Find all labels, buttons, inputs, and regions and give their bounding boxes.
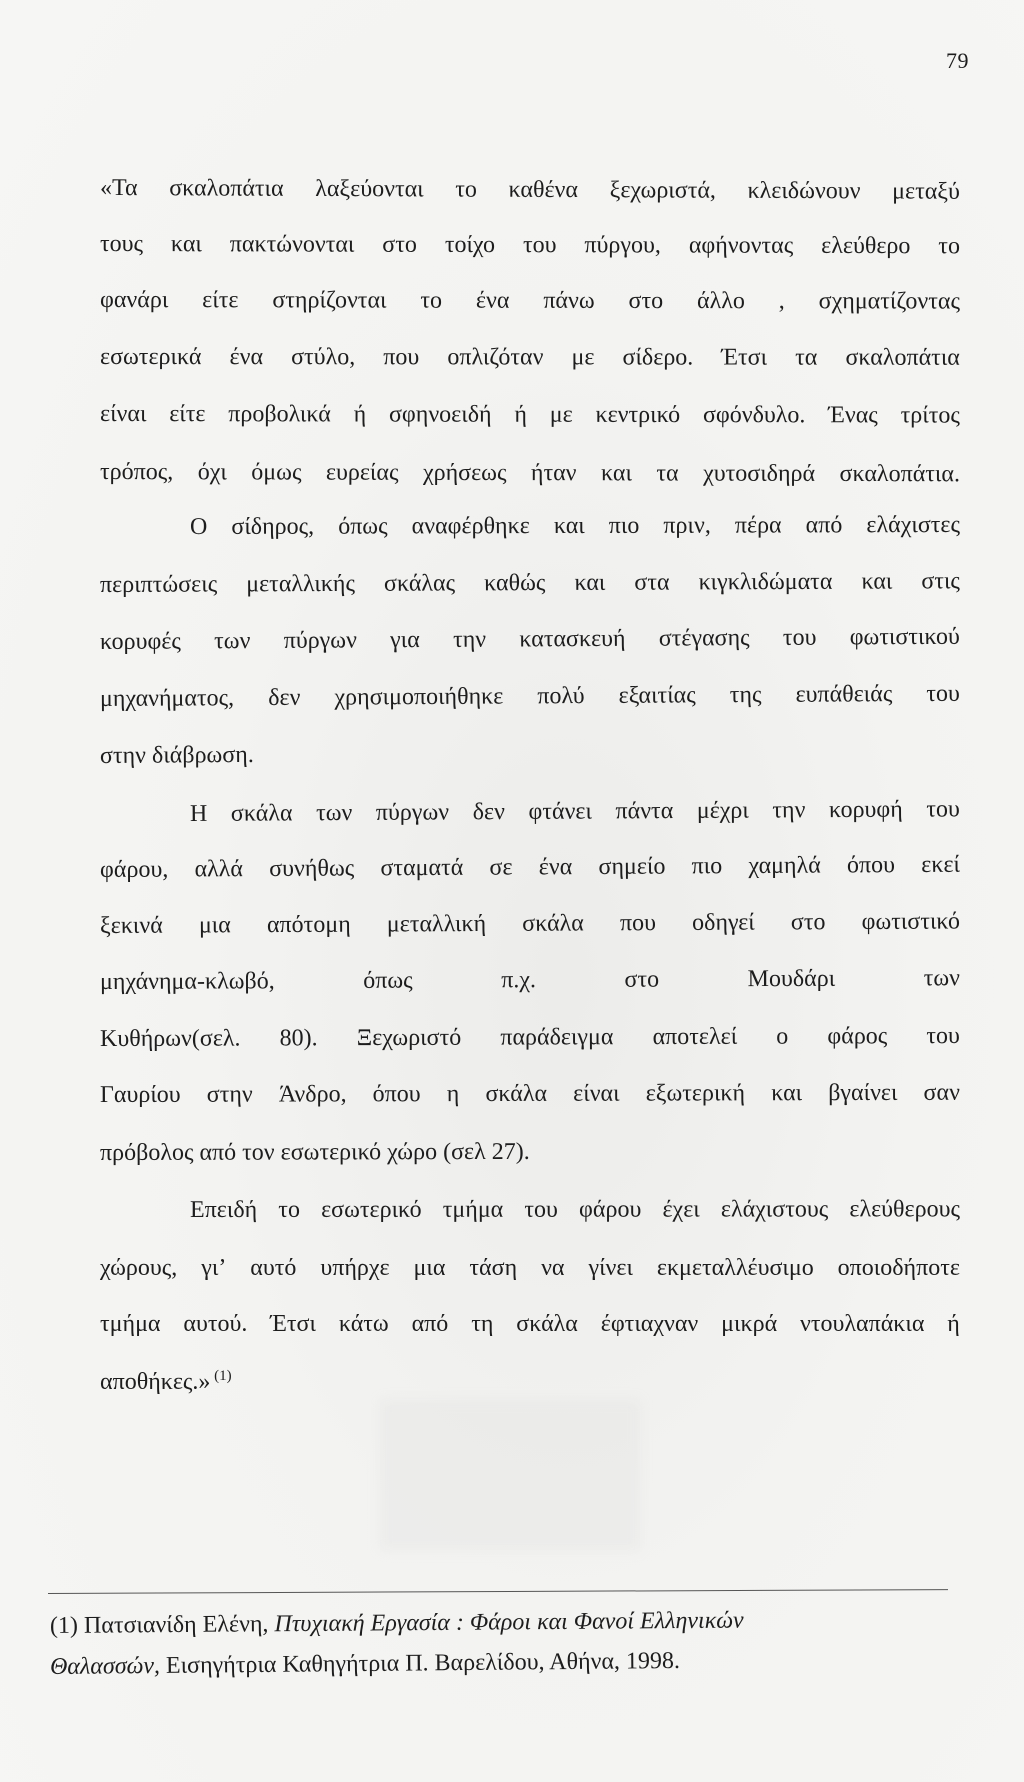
word: περιπτώσεις	[99, 571, 218, 598]
text-line	[100, 569, 960, 597]
word: Ο	[189, 513, 208, 540]
word: πακτώνονται	[229, 231, 355, 258]
word: μηχανήματος,	[99, 685, 235, 712]
word: φτάνει	[528, 798, 593, 825]
word: εκεί	[921, 851, 961, 878]
word: Επειδή	[189, 1196, 258, 1223]
word: ένα	[229, 344, 264, 371]
word: βγαίνει	[828, 1079, 898, 1107]
word: σίδηρος,	[231, 513, 315, 540]
word: αποτελεί	[652, 1023, 738, 1051]
word: τα	[795, 344, 818, 371]
word: σίδερο.	[622, 344, 694, 371]
show-through-shadow	[380, 1400, 640, 1550]
word: ή	[514, 401, 527, 428]
word: ξεκινά	[99, 912, 163, 939]
word: ή	[947, 1311, 960, 1337]
word: κλειδώνουν	[747, 177, 861, 205]
word: που	[619, 910, 657, 937]
word: το	[278, 1196, 300, 1223]
word: σκαλοπάτια	[169, 175, 284, 202]
word: οδηγεί	[692, 909, 755, 936]
word: γι’	[201, 1255, 227, 1281]
word: όμως	[251, 459, 302, 486]
word: από	[805, 512, 843, 539]
text-line	[100, 1024, 960, 1051]
word: σκάλας	[383, 570, 456, 597]
word: μέχρι	[696, 797, 749, 824]
word: το	[455, 176, 477, 203]
word: την	[452, 626, 487, 653]
word: χρήσεως	[422, 459, 507, 487]
word: πιο	[608, 512, 640, 539]
word: κατασκευή	[519, 625, 626, 653]
word: φανάρι	[99, 287, 169, 314]
word: εσωτερικά	[99, 344, 202, 371]
text-line	[100, 682, 960, 711]
word: οποιοδήποτε	[837, 1255, 960, 1281]
word: ελάχιστες	[866, 511, 961, 539]
word: καθένα	[508, 176, 579, 204]
word: είτε	[169, 401, 206, 428]
word: π.χ.	[501, 967, 537, 994]
word: τμήμα	[442, 1196, 504, 1223]
word: και	[771, 1080, 803, 1107]
word: σαν	[923, 1079, 960, 1106]
word: Έτσι	[721, 344, 768, 371]
word: ελάχιστους	[720, 1196, 829, 1223]
text-line	[100, 232, 960, 258]
word: κιγκλιδώματα	[698, 568, 833, 596]
word: Ξεχωριστό	[356, 1024, 462, 1052]
text-line	[100, 966, 960, 994]
word: και	[861, 568, 893, 595]
word: των	[923, 965, 961, 992]
word: και	[574, 569, 606, 596]
word: ντουλαπάκια	[800, 1311, 925, 1337]
word: χαμηλά	[748, 852, 821, 880]
word: στηρίζονται	[272, 287, 387, 314]
word: τμήμα	[100, 1311, 161, 1337]
word: κεντρικό	[595, 401, 681, 429]
word: Κυθήρων(σελ.	[99, 1025, 241, 1052]
word: Έτσι	[270, 1311, 316, 1337]
word: μηχάνημα-κλωβό,	[99, 968, 275, 995]
word: ελεύθερο	[821, 232, 911, 260]
word: που	[383, 344, 420, 371]
word: με	[549, 401, 573, 428]
word: σταματά	[380, 854, 464, 882]
word: άλλο	[697, 288, 745, 315]
word: σκάλα	[522, 910, 584, 937]
word: του	[782, 624, 817, 651]
word: κάτω	[338, 1311, 389, 1337]
word: λαξεύονται	[315, 175, 424, 203]
word: ελεύθερους	[849, 1196, 960, 1223]
word: πύργων	[283, 627, 357, 654]
word: Ένας	[828, 402, 878, 429]
word: σκαλοπάτια	[845, 344, 960, 371]
footnote-line-2	[50, 1649, 680, 1679]
word: μια	[413, 1255, 446, 1281]
word: στέγασης	[658, 625, 750, 652]
word: Γαυρίου	[99, 1081, 181, 1108]
text-line	[190, 1197, 960, 1222]
word: γίνει	[588, 1255, 633, 1281]
word: μεταλλική	[386, 910, 487, 938]
word: χώρους,	[100, 1255, 178, 1281]
word: όπου	[846, 852, 896, 879]
word: του	[926, 796, 960, 823]
word: ήταν	[530, 460, 577, 487]
word: πιο	[691, 853, 723, 880]
word: για	[390, 627, 420, 654]
text-line	[100, 909, 960, 938]
word: είτε	[202, 287, 239, 314]
word: ευπάθειάς	[795, 681, 893, 708]
word: αυτού.	[183, 1311, 248, 1337]
word: χυτοσιδηρά	[703, 460, 816, 487]
word: τάση	[469, 1255, 518, 1281]
word: υπήρχε	[320, 1255, 390, 1281]
word: να	[541, 1255, 565, 1281]
word: Άνδρο,	[278, 1081, 347, 1108]
word: είναι	[573, 1080, 620, 1107]
word: πάντα	[615, 798, 674, 825]
word: πύργου,	[584, 232, 661, 259]
word: εξαιτίας	[618, 682, 696, 709]
word: του	[926, 680, 960, 707]
word: συνήθως	[269, 855, 355, 882]
word: αλλά	[194, 856, 244, 883]
word: παράδειγμα	[500, 1024, 614, 1051]
text-line	[100, 1312, 960, 1336]
word: αναφέρθηκε	[411, 513, 530, 540]
word: οπλιζόταν	[447, 344, 544, 371]
word: τα	[656, 460, 679, 487]
word: στο	[382, 231, 417, 258]
word: ,	[778, 288, 785, 315]
word: με	[571, 344, 595, 371]
word: δεν	[472, 799, 505, 826]
word: εκμεταλλέυσιμο	[656, 1255, 814, 1281]
word: στύλο,	[291, 344, 356, 371]
word: πύργων	[375, 799, 450, 826]
word: μικρά	[721, 1311, 778, 1337]
word: «Τα	[99, 175, 138, 202]
text-line	[100, 345, 960, 370]
word: και	[600, 460, 632, 487]
word: ή	[353, 401, 367, 428]
word: αφήνοντας	[688, 232, 794, 259]
word: ευρείας	[325, 459, 399, 486]
text-line	[100, 176, 960, 204]
word: της	[729, 681, 762, 709]
word: το	[420, 287, 443, 314]
word: σφηνοειδή	[388, 401, 492, 428]
word: πάνω	[543, 287, 595, 314]
text-line	[100, 402, 960, 428]
word: του	[524, 1196, 558, 1223]
word: προβολικά	[228, 401, 331, 428]
word: και	[553, 512, 585, 540]
word: στην	[206, 1081, 253, 1108]
text-line	[190, 513, 960, 539]
text-line	[100, 625, 960, 654]
text-line	[100, 1081, 960, 1107]
text-line	[190, 797, 960, 826]
word: στο	[628, 287, 664, 314]
word: πέρα	[734, 512, 782, 539]
word: στο	[790, 909, 826, 936]
word: σκάλα	[516, 1311, 578, 1337]
word: Η	[189, 800, 208, 827]
word: εξωτερική	[645, 1080, 746, 1107]
word: σκάλα	[230, 800, 293, 827]
word: τρίτος	[900, 402, 960, 429]
word: φάρου	[579, 1196, 642, 1223]
footnote-rest: Εισηγήτρια Καθηγήτρια Π. Βαρελίδου, Αθήνα, 1998.	[165, 1647, 681, 1679]
word: σε	[489, 854, 513, 881]
word: των	[315, 800, 353, 827]
text-line: πρόβολος από τον εσωτερικό χώρο (σελ 27).	[99, 1138, 530, 1166]
word: 80).	[279, 1025, 318, 1052]
word: σκάλα	[485, 1080, 548, 1107]
word: μεταξύ	[892, 178, 960, 205]
word: είναι	[99, 401, 147, 428]
word: αυτό	[250, 1255, 297, 1281]
word: την	[772, 797, 806, 824]
word: Μουδάρι	[747, 965, 836, 993]
word: τοίχο	[444, 231, 496, 259]
word: στα	[634, 569, 670, 596]
word: ένα	[475, 287, 510, 314]
word: μεταλλικής	[246, 570, 356, 598]
text-line	[100, 853, 960, 882]
word: όχι	[197, 459, 227, 486]
footnote-marker: (1)	[49, 1612, 79, 1639]
word: το	[938, 233, 961, 260]
text-line	[100, 1256, 960, 1280]
footnote-title-part2: Θαλασσών,	[49, 1652, 161, 1680]
text-line: στην διάβρωση.	[99, 741, 254, 769]
word: πολύ	[537, 683, 585, 710]
footnote-rule	[48, 1589, 948, 1594]
word: η	[446, 1081, 460, 1108]
word: όπως	[363, 967, 413, 994]
text-line	[100, 460, 960, 486]
word: από	[411, 1311, 449, 1337]
word: των	[214, 628, 251, 655]
word: ο	[776, 1023, 789, 1050]
word: σκαλοπάτια.	[839, 460, 960, 488]
word: έφτιαχναν	[600, 1311, 699, 1337]
word: κορυφές	[99, 628, 181, 655]
footnote-title-part1: Πτυχιακή Εργασία : Φάροι και Φανοί Ελληνικών	[274, 1607, 744, 1638]
word: σχηματίζοντας	[818, 288, 961, 315]
word: ξεχωριστά,	[609, 177, 717, 204]
word: ένα	[538, 854, 573, 881]
word: στις	[921, 568, 960, 595]
footnote-line-1	[50, 1609, 744, 1638]
word: έχει	[662, 1196, 700, 1223]
word: φωτιστικό	[861, 908, 961, 936]
word: πριν,	[663, 512, 711, 539]
word: και	[170, 231, 202, 258]
text-line: αποθήκες.» $^{(1)}$	[100, 1368, 232, 1395]
word: εσωτερικό	[321, 1196, 422, 1223]
word: όπου	[372, 1081, 421, 1108]
word: φωτιστικού	[849, 623, 960, 651]
word: φάρος	[827, 1023, 888, 1050]
word: όπως	[338, 513, 388, 540]
word: τη	[471, 1311, 494, 1337]
text-line	[100, 288, 960, 314]
word: απότομη	[266, 911, 351, 939]
word: φάρου,	[99, 856, 169, 883]
word: μια	[198, 912, 231, 939]
word: του	[926, 1022, 960, 1050]
word: σημείο	[598, 853, 666, 880]
word: σφόνδυλο.	[702, 402, 806, 429]
word: του	[522, 232, 557, 259]
word: χρησιμοποιήθηκε	[334, 683, 504, 711]
word: στο	[624, 966, 660, 993]
footnote-reference: (1)	[210, 1368, 232, 1384]
word: δεν	[268, 684, 301, 711]
footnote-author: Πατσιανίδη Ελένη,	[83, 1611, 269, 1639]
word: καθώς	[484, 570, 546, 597]
page-number: 79	[946, 48, 969, 73]
word: κορυφή	[828, 796, 903, 824]
word: τους	[99, 231, 144, 258]
word: τρόπος,	[99, 459, 174, 486]
